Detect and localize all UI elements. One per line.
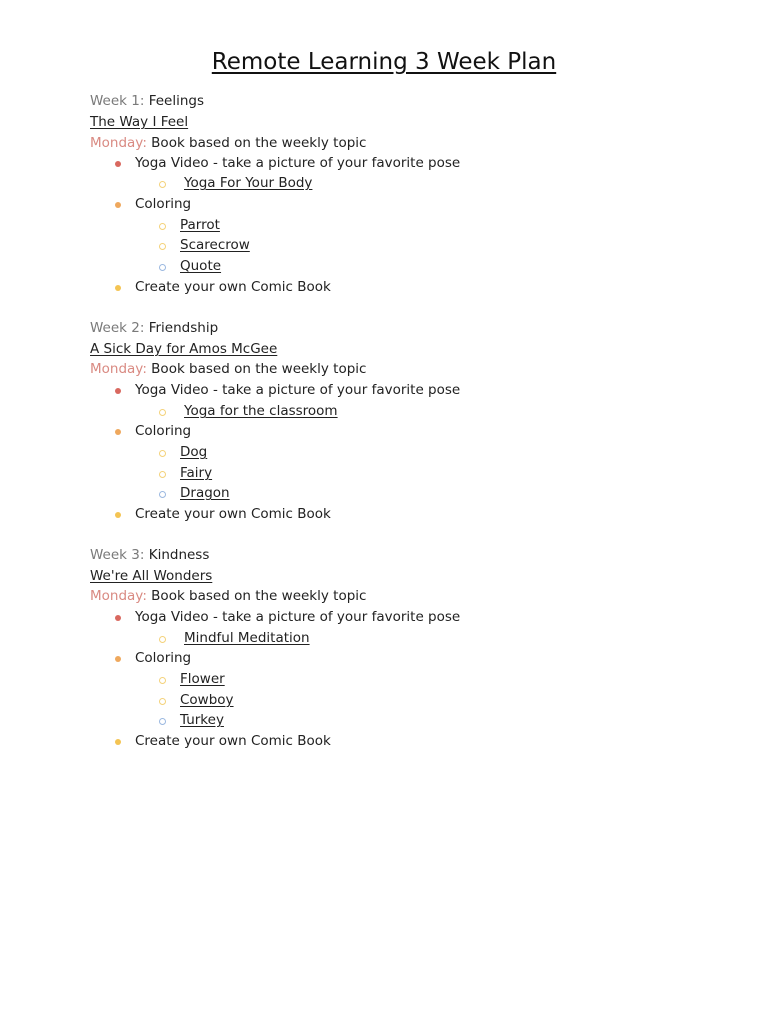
week-2-book-link-row[interactable] <box>90 339 277 359</box>
week-3-book-link-row[interactable] <box>90 566 212 586</box>
week-1-book-link-row[interactable] <box>90 112 188 132</box>
week-2-day-label: Monday: <box>90 361 147 377</box>
week-2-coloring-link-3-row[interactable] <box>180 483 230 503</box>
week-3-monday-row <box>90 586 366 606</box>
bullet-dot-icon <box>115 388 121 394</box>
week-3-coloring-link-1-row[interactable] <box>180 669 225 689</box>
bullet-dot-icon <box>115 615 121 621</box>
week-3-coloring-link-2-row[interactable] <box>180 690 234 710</box>
week-3-coloring-item: Coloring <box>135 650 192 666</box>
bullet-ring-icon <box>159 264 166 271</box>
week-1-coloring-link-3-row[interactable] <box>180 256 221 276</box>
week-2-coloring-link-2[interactable]: Fairy <box>180 465 213 481</box>
week-1-coloring-link-1[interactable]: Parrot <box>180 217 220 233</box>
week-3-coloring-link-1[interactable]: Flower <box>180 671 225 687</box>
bullet-dot-icon <box>115 512 121 518</box>
bullet-ring-icon <box>159 491 166 498</box>
week-2-yoga-link[interactable]: Yoga for the classroom <box>184 403 338 419</box>
week-1-comic-item: Create your own Comic Book <box>135 279 331 295</box>
bullet-ring-icon <box>159 677 166 684</box>
week-1-day-text: Book based on the weekly topic <box>151 135 367 151</box>
week-2-coloring-link-1-row[interactable] <box>180 442 207 462</box>
week-3-yoga-link-row[interactable] <box>184 628 310 648</box>
week-1-yoga-item: Yoga Video - take a picture of your favorite pose <box>135 155 461 171</box>
week-1-topic: Feelings <box>148 93 205 109</box>
bullet-dot-icon <box>115 429 121 435</box>
week-3-coloring-link-3-row[interactable] <box>180 710 224 730</box>
bullet-ring-icon <box>159 409 166 416</box>
week-3-yoga-item: Yoga Video - take a picture of your favorite pose <box>135 609 461 625</box>
week-1-yoga-link-row[interactable] <box>184 173 312 193</box>
bullet-dot-icon <box>115 202 121 208</box>
week-2-yoga-link-row[interactable] <box>184 401 338 421</box>
week-3-day-label: Monday: <box>90 588 147 604</box>
week-1-monday-row <box>90 133 366 153</box>
bullet-ring-icon <box>159 471 166 478</box>
week-3-day-text: Book based on the weekly topic <box>151 588 367 604</box>
bullet-dot-icon <box>115 285 121 291</box>
week-1-label: Week 1: <box>90 93 145 109</box>
week-1-coloring-link-1-row[interactable] <box>180 215 220 235</box>
week-1-yoga-link[interactable]: Yoga For Your Body <box>184 175 313 191</box>
week-2-day-text: Book based on the weekly topic <box>151 361 367 377</box>
bullet-ring-icon <box>159 636 166 643</box>
week-3-yoga-link[interactable]: Mindful Meditation <box>184 630 310 646</box>
bullet-ring-icon <box>159 181 166 188</box>
week-2-coloring-link-3[interactable]: Dragon <box>180 485 230 501</box>
week-2-coloring-link-2-row[interactable] <box>180 463 212 483</box>
week-3-coloring-link-3[interactable]: Turkey <box>180 712 224 728</box>
week-3-comic-item: Create your own Comic Book <box>135 733 331 749</box>
week-2-coloring-link-1[interactable]: Dog <box>180 444 208 460</box>
week-3-label: Week 3: <box>90 547 145 563</box>
week-2-comic-item: Create your own Comic Book <box>135 506 331 522</box>
week-3-book-link[interactable]: We're All Wonders <box>90 568 213 584</box>
week-2-monday-row <box>90 359 366 379</box>
week-1-book-link[interactable]: The Way I Feel <box>90 114 189 130</box>
week-1-coloring-link-2-row[interactable] <box>180 235 250 255</box>
bullet-dot-icon <box>115 739 121 745</box>
week-1-coloring-link-2[interactable]: Scarecrow <box>180 237 250 253</box>
bullet-ring-icon <box>159 450 166 457</box>
week-2-heading <box>90 318 218 338</box>
week-1-heading <box>90 91 204 111</box>
week-1-coloring-link-3[interactable]: Quote <box>180 258 222 274</box>
week-2-topic: Friendship <box>148 320 219 336</box>
week-3-heading <box>90 545 209 565</box>
week-2-coloring-item: Coloring <box>135 423 192 439</box>
week-1-coloring-item: Coloring <box>135 196 192 212</box>
week-3-topic: Kindness <box>148 547 210 563</box>
bullet-dot-icon <box>115 161 121 167</box>
page-title: Remote Learning 3 Week Plan <box>211 49 557 75</box>
week-1-day-label: Monday: <box>90 135 147 151</box>
bullet-ring-icon <box>159 243 166 250</box>
week-2-yoga-item: Yoga Video - take a picture of your favorite pose <box>135 382 461 398</box>
bullet-ring-icon <box>159 698 166 705</box>
week-2-label: Week 2: <box>90 320 145 336</box>
bullet-dot-icon <box>115 656 121 662</box>
week-2-book-link[interactable]: A Sick Day for Amos McGee <box>90 341 278 357</box>
bullet-ring-icon <box>159 718 166 725</box>
week-3-coloring-link-2[interactable]: Cowboy <box>180 692 234 708</box>
bullet-ring-icon <box>159 223 166 230</box>
